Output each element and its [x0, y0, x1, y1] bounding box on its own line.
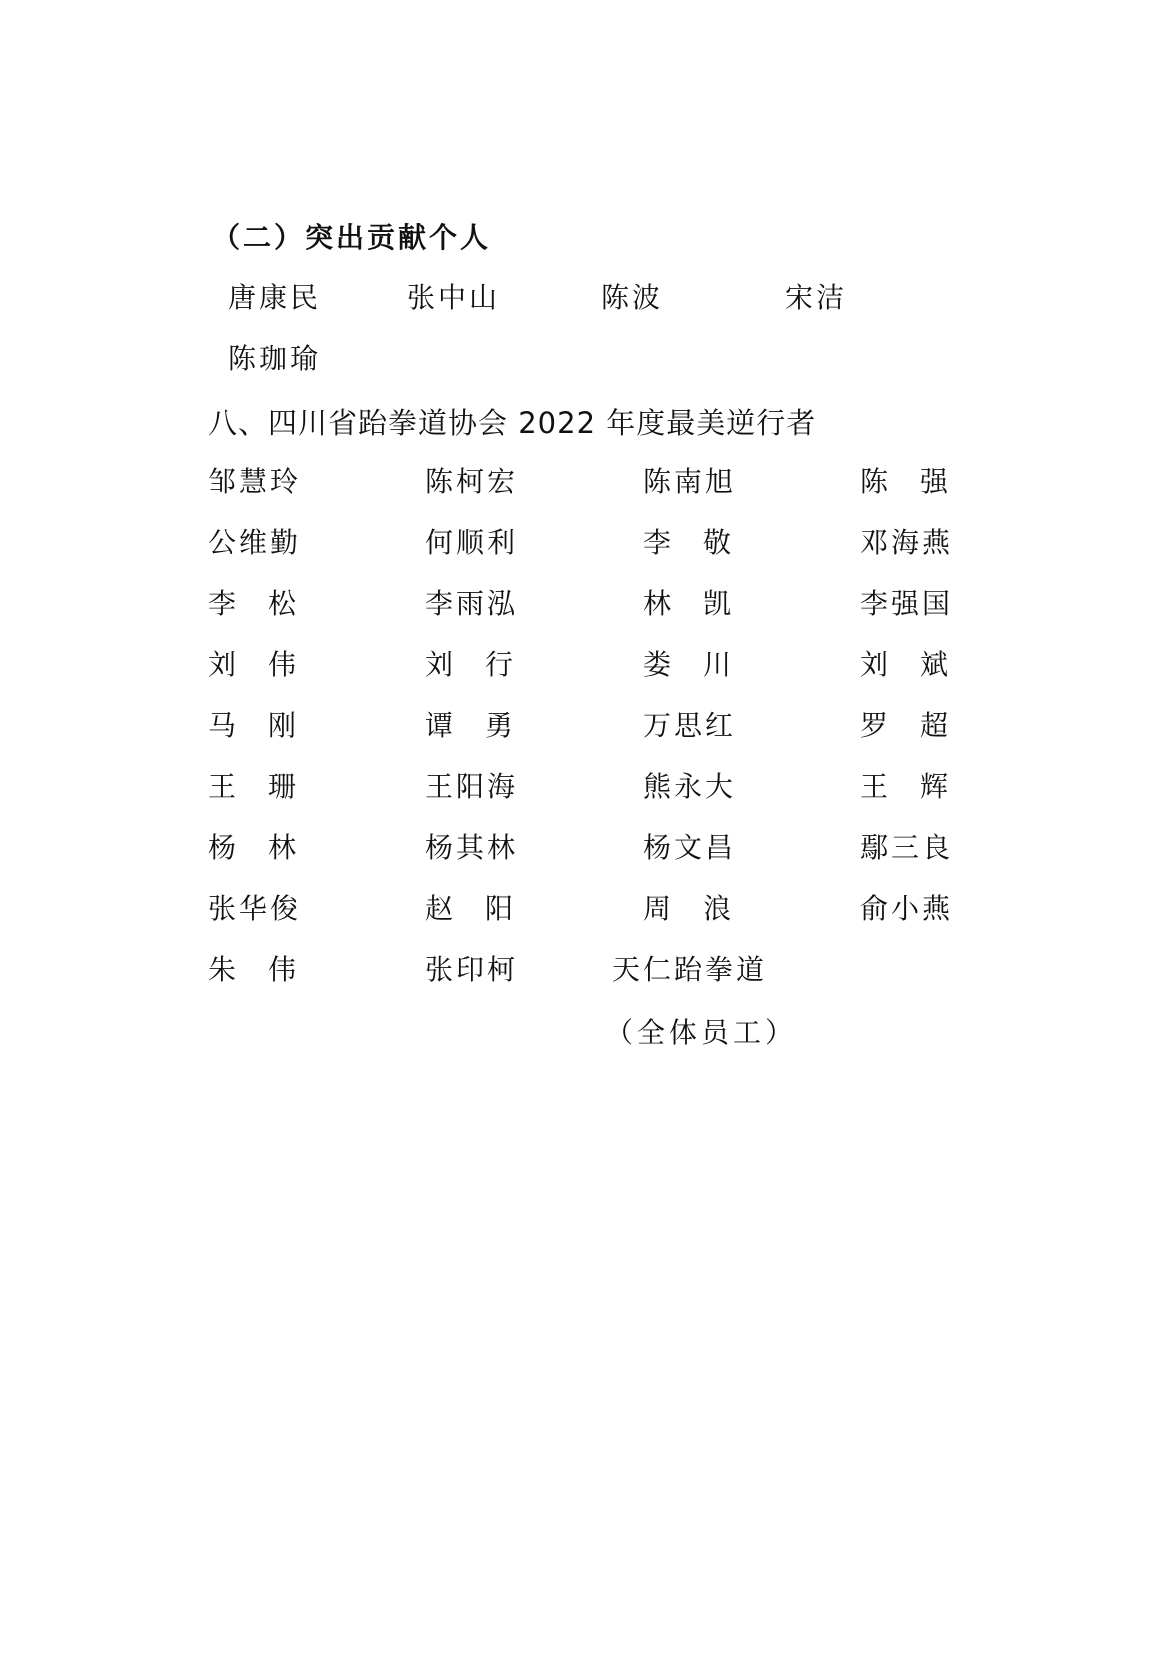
retrograde-name: 陈柯宏 [425, 465, 519, 498]
retrograde-name: 熊永大 [643, 770, 737, 803]
retrograde-name: 杨文昌 [643, 831, 737, 864]
retrograde-row-8 [0, 887, 1170, 931]
retrograde-row-3 [0, 582, 1170, 626]
contribution-name: 唐康民 [228, 281, 322, 314]
retrograde-name: 杨林 [208, 831, 329, 864]
retrograde-name: 张印柯 [425, 953, 519, 986]
retrograde-name: 娄川 [643, 648, 764, 681]
retrograde-row-4 [0, 643, 1170, 687]
retrograde-name: 鄢三良 [860, 831, 954, 864]
retrograde-name: 张华俊 [208, 892, 302, 925]
retrograde-name: 李敬 [643, 526, 764, 559]
retrograde-name: 王辉 [860, 770, 981, 803]
contribution-name: 张中山 [407, 281, 501, 314]
retrograde-name: 天仁跆拳道 [612, 953, 768, 986]
retrograde-name: 朱伟 [208, 953, 329, 986]
retrograde-name: 刘行 [425, 648, 546, 681]
contribution-name: 陈波 [601, 281, 664, 314]
retrograde-name: 俞小燕 [860, 892, 954, 925]
section-title-most-beautiful-retrograde: 八、四川省跆拳道协会 2022 年度最美逆行者 [208, 406, 817, 440]
retrograde-name: 杨其林 [425, 831, 519, 864]
retrograde-row-5 [0, 704, 1170, 748]
retrograde-name: 邓海燕 [860, 526, 954, 559]
retrograde-row-1 [0, 460, 1170, 504]
retrograde-row-9 [0, 948, 1170, 992]
staff-note: （全体员工） [605, 1016, 798, 1049]
retrograde-name: 刘斌 [860, 648, 981, 681]
retrograde-name: 罗超 [860, 709, 981, 742]
retrograde-name: 王阳海 [425, 770, 519, 803]
retrograde-name: 万思红 [643, 709, 737, 742]
retrograde-row-7 [0, 826, 1170, 870]
retrograde-name: 王珊 [208, 770, 329, 803]
contribution-row-1 [0, 276, 1170, 320]
retrograde-name: 刘伟 [208, 648, 329, 681]
retrograde-name: 陈强 [860, 465, 981, 498]
retrograde-name: 邹慧玲 [208, 465, 302, 498]
retrograde-row-2 [0, 521, 1170, 565]
retrograde-name: 李强国 [860, 587, 954, 620]
contribution-name: 宋洁 [785, 281, 848, 314]
retrograde-name: 陈南旭 [643, 465, 737, 498]
retrograde-name: 谭勇 [425, 709, 546, 742]
contribution-row-2 [0, 337, 1170, 381]
retrograde-name: 公维勤 [208, 526, 302, 559]
contribution-name: 陈珈瑜 [228, 342, 322, 375]
retrograde-row-6 [0, 765, 1170, 809]
retrograde-name: 赵阳 [425, 892, 546, 925]
retrograde-name: 何顺利 [425, 526, 519, 559]
section-title-outstanding-contribution: （二）突出贡献个人 [212, 221, 492, 254]
retrograde-name: 李松 [208, 587, 329, 620]
retrograde-name: 李雨泓 [425, 587, 519, 620]
retrograde-name: 马刚 [208, 709, 329, 742]
retrograde-name: 周浪 [643, 892, 764, 925]
retrograde-name: 林凯 [643, 587, 764, 620]
